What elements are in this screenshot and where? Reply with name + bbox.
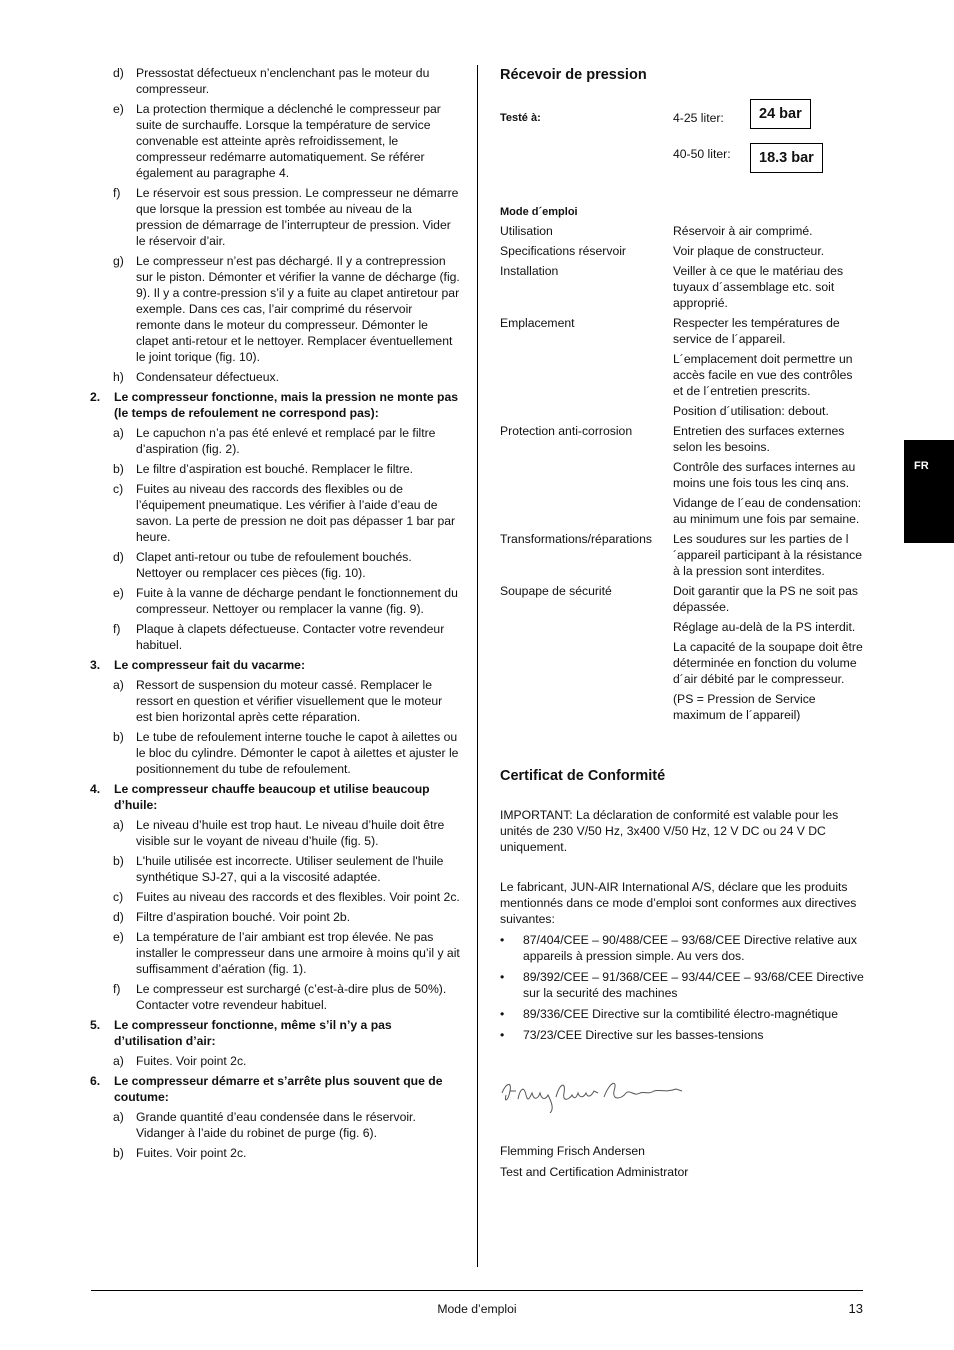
spec-row [500,263,865,315]
spec-key: Installation [500,264,559,278]
pressure-box-1: 24 bar [750,99,811,129]
spec-value: Vidange de l´eau de condensation: au minimum une fois par semaine. [673,496,862,526]
spec-row [500,223,865,243]
spec-table [500,223,865,727]
section-heading [90,1017,460,1049]
bullet-icon: • [500,1028,505,1042]
list-item [90,185,460,249]
troubleshooting-sections [90,389,460,1161]
item-text: Fuites au niveau des raccords et des flexibles. Voir point 2c. [136,890,460,904]
list-item [90,909,460,925]
tested-label: Testé à: [500,112,541,124]
spec-value: Position d´utilisation: debout. [673,404,829,418]
item-label: a) [113,678,124,692]
spec-values [673,423,865,531]
item-text: Grande quantité d’eau condensée dans le réservoir. Vidanger à l’aide du robinet de purge (fig. 6). [136,1110,416,1140]
item-text: Le tube de refoulement interne touche le capot à ailettes ou le bloc du cylindre. Démonter le capot à ailettes et ajuster le positionnement du tube de refoulement. [136,730,459,776]
list-item [90,621,460,653]
section-number: 4. [90,782,101,796]
spec-value: (PS = Pression de Service maximum de l´appareil) [673,692,816,722]
list-item [90,1145,460,1161]
directive-item [500,932,865,964]
pressure-box-2: 18.3 bar [750,143,823,173]
item-text: Fuite à la vanne de décharge pendant le fonctionnement du compresseur. Nettoyer ou remplacer la vanne (fig. 9). [136,586,458,616]
spec-key: Emplacement [500,316,575,330]
item-label: e) [113,930,124,944]
item-label: b) [113,854,124,868]
spec-key: Specifications réservoir [500,244,626,258]
list-item [90,425,460,457]
directive-text: 73/23/CEE Directive sur les basses-tensions [523,1028,764,1042]
important-note: IMPORTANT: La déclaration de conformité est valable pour les unités de 230 V/50 Hz, 3x400 V/50 Hz, 12 V DC ou 24 V DC uniquement. [500,808,839,854]
list-item [90,369,460,385]
spec-value: Les soudures sur les parties de l´appareil participant à la résistance à la pression sont interdites. [673,532,863,578]
spec-value: Veiller à ce que le matériau des tuyaux d´assemblage etc. soit approprié. [673,264,844,310]
item-label: f) [113,982,121,996]
spec-values [673,531,865,583]
item-label: c) [113,890,124,904]
left-column [90,65,460,1165]
spec-key: Protection anti-corrosion [500,424,633,438]
receiver-title: Récevoir de pression [500,67,647,83]
signature-image [500,1073,700,1113]
column-divider [477,65,478,1267]
directive-list [500,932,865,1043]
list-item [90,585,460,617]
item-text: La protection thermique a déclenché le compresseur par suite de surchauffe. Lorsque la température de service convenable est atteinte après refroidissement, le compresseur redémarre automatiquement. Se référer également au paragraphe 4. [136,102,441,180]
item-label: e) [113,102,124,116]
list-item [90,461,460,477]
section-number: 3. [90,658,101,672]
spec-value: L´emplacement doit permettre un accès facile en vue des contrôles et de l´entretien prescrits. [673,352,853,398]
list-item [90,853,460,885]
spec-value: La capacité de la soupape doit être déterminée en fonction du volume d´air débité par le compresseur. [673,640,863,686]
section-title: Le compresseur fonctionne, mais la pression ne monte pas (le temps de refoulement ne correspond pas): [114,390,459,420]
footer-rule [91,1290,863,1291]
item-label: c) [113,482,124,496]
directive-item [500,969,865,1001]
list-item [90,481,460,545]
item-label: a) [113,818,124,832]
signer-title: Test and Certification Administrator [500,1165,689,1179]
list-item [90,1053,460,1069]
test-pressure-block [500,99,865,174]
item-text: Plaque à clapets défectueuse. Contacter votre revendeur habituel. [136,622,445,652]
item-label: b) [113,730,124,744]
list-item [90,981,460,1013]
list-item [90,253,460,365]
item-text: Fuites au niveau des raccords des flexibles ou de l’équipement pneumatique. Les vérifier à l’aide d’eau de savon. La perte de pression ne doit pas dépasser 1 bar par heure. [136,482,456,544]
language-tab-label: FR [914,460,929,472]
section-number: 5. [90,1018,101,1032]
list-item [90,1109,460,1141]
item-label: a) [113,1110,124,1124]
spec-values [673,243,865,263]
section-heading [90,657,460,673]
spec-row [500,315,865,423]
directive-item [500,1027,865,1043]
spec-key: Utilisation [500,224,553,238]
section-number: 6. [90,1074,101,1088]
item-label: e) [113,586,124,600]
item-label: b) [113,462,124,476]
directive-item [500,1006,865,1022]
spec-value: Respecter les températures de service de l´appareil. [673,316,840,346]
spec-key: Transformations/réparations [500,532,652,546]
footer-title: Mode d’emploi [437,1302,517,1316]
spec-value: Contrôle des surfaces internes au moins une fois tous les cinq ans. [673,460,856,490]
page-number: 13 [848,1301,863,1316]
range-2: 40-50 liter: [673,147,731,161]
item-text: L'huile utilisée est incorrecte. Utiliser seulement de l'huile synthétique SJ-27, qui a la viscosité adaptée. [136,854,444,884]
item-text: Le capuchon n’a pas été enlevé et remplacé par le filtre d’aspiration (fig. 2). [136,426,436,456]
bullet-icon: • [500,1007,505,1021]
directive-text: 89/336/CEE Directive sur la comtibilité électro-magnétique [523,1007,838,1021]
item-text: Fuites. Voir point 2c. [136,1146,247,1160]
section-heading [90,1073,460,1105]
item-text: Filtre d’aspiration bouché. Voir point 2b. [136,910,351,924]
spec-values [673,315,865,423]
item-label: b) [113,1146,124,1160]
spec-value: Réservoir à air comprimé. [673,224,813,238]
spec-values [673,263,865,315]
list-item [90,677,460,725]
item-text: Clapet anti-retour ou tube de refoulement bouchés. Nettoyer ou remplacer ces pièces (fig. 10). [136,550,412,580]
spec-row [500,423,865,531]
mode-title: Mode d´emploi [500,206,578,218]
spec-row [500,583,865,727]
section-heading [90,389,460,421]
spec-row [500,243,865,263]
list-item [90,817,460,849]
item-text: Fuites. Voir point 2c. [136,1054,247,1068]
item-text: Le niveau d’huile est trop haut. Le niveau d’huile doit être visible sur le voyant de niveau d’huile (fig. 5). [136,818,445,848]
item-label: a) [113,426,124,440]
spec-value: Réglage au-delà de la PS interdit. [673,620,856,634]
list-item [90,729,460,777]
bullet-icon: • [500,970,505,984]
item-text: Ressort de suspension du moteur cassé. Remplacer le ressort en question et vérifier visuellement que le moteur est bien horizontal après cette réparation. [136,678,443,724]
spec-values [673,583,865,727]
item-label: a) [113,1054,124,1068]
item-text: Le réservoir est sous pression. Le compresseur ne démarre que lorsque la pression est tombée au niveau de la pression de démarrage de l’interrupteur de pression. Vider le réservoir d’air. [136,186,459,248]
item-label: f) [113,622,121,636]
cert-title: Certificat de Conformité [500,768,666,784]
items-d-h [90,65,460,385]
directive-text: 89/392/CEE – 91/368/CEE – 93/44/CEE – 93/68/CEE Directive sur la securité des machines [523,970,864,1000]
item-text: Pressostat défectueux n’enclenchant pas le moteur du compresseur. [136,66,430,96]
item-label: g) [113,254,124,268]
section-number: 2. [90,390,101,404]
range-1: 4-25 liter: [673,111,724,125]
section-title: Le compresseur fait du vacarme: [114,658,306,672]
language-tab [904,440,954,543]
manufacturer-statement: Le fabricant, JUN-AIR International A/S, déclare que les produits mentionnés dans ce mode d’emploi sont conformes aux directives suivantes: [500,880,857,926]
item-text: La température de l’air ambiant est trop élevée. Ne pas installer le compresseur dans une armoire à moins qu’il y ait suffisamment d’aération (fig. 1). [136,930,460,976]
item-text: Le filtre d’aspiration est bouché. Remplacer le filtre. [136,462,414,476]
item-text: Condensateur défectueux. [136,370,279,384]
spec-value: Entretien des surfaces externes selon les besoins. [673,424,845,454]
directive-text: 87/404/CEE – 90/488/CEE – 93/68/CEE Directive relative aux appareils à pression simple. Au vers dos. [523,933,857,963]
list-item [90,101,460,181]
section-heading [90,781,460,813]
list-item [90,65,460,97]
signature [500,1073,865,1143]
item-label: f) [113,186,121,200]
spec-row [500,531,865,583]
item-label: d) [113,910,124,924]
spec-values [673,223,865,243]
list-item [90,929,460,977]
spec-value: Voir plaque de constructeur. [673,244,825,258]
section-title: Le compresseur chauffe beaucoup et utilise beaucoup d’huile: [114,782,430,812]
spec-key: Soupape de sécurité [500,584,612,598]
item-label: d) [113,550,124,564]
item-label: d) [113,66,124,80]
item-text: Le compresseur est surchargé (c’est-à-dire plus de 50%). Contacter votre revendeur habituel. [136,982,447,1012]
list-item [90,549,460,581]
spec-value: Doit garantir que la PS ne soit pas dépassée. [673,584,858,614]
section-title: Le compresseur fonctionne, même s’il n’y a pas d’utilisation d’air: [114,1018,392,1048]
list-item [90,889,460,905]
bullet-icon: • [500,933,505,947]
item-label: h) [113,370,124,384]
signer-name: Flemming Frisch Andersen [500,1144,645,1158]
item-text: Le compresseur n’est pas déchargé. Il y a contrepression sur le piston. Démonter et vérifier la vanne de décharge (fig. 9). Il y a contre-pression s’il y a fuite au clapet antiretour par exemple. Dans ces cas, l’air comprimé du réservoir remonte dans le moteur du compresseur. Démonter le clapet anti-retour et le nettoyer. Remplacer éventuellement le joint torique (fig. 10). [136,254,460,364]
section-title: Le compresseur démarre et s’arrête plus souvent que de coutume: [114,1074,443,1104]
right-column [500,65,865,1180]
